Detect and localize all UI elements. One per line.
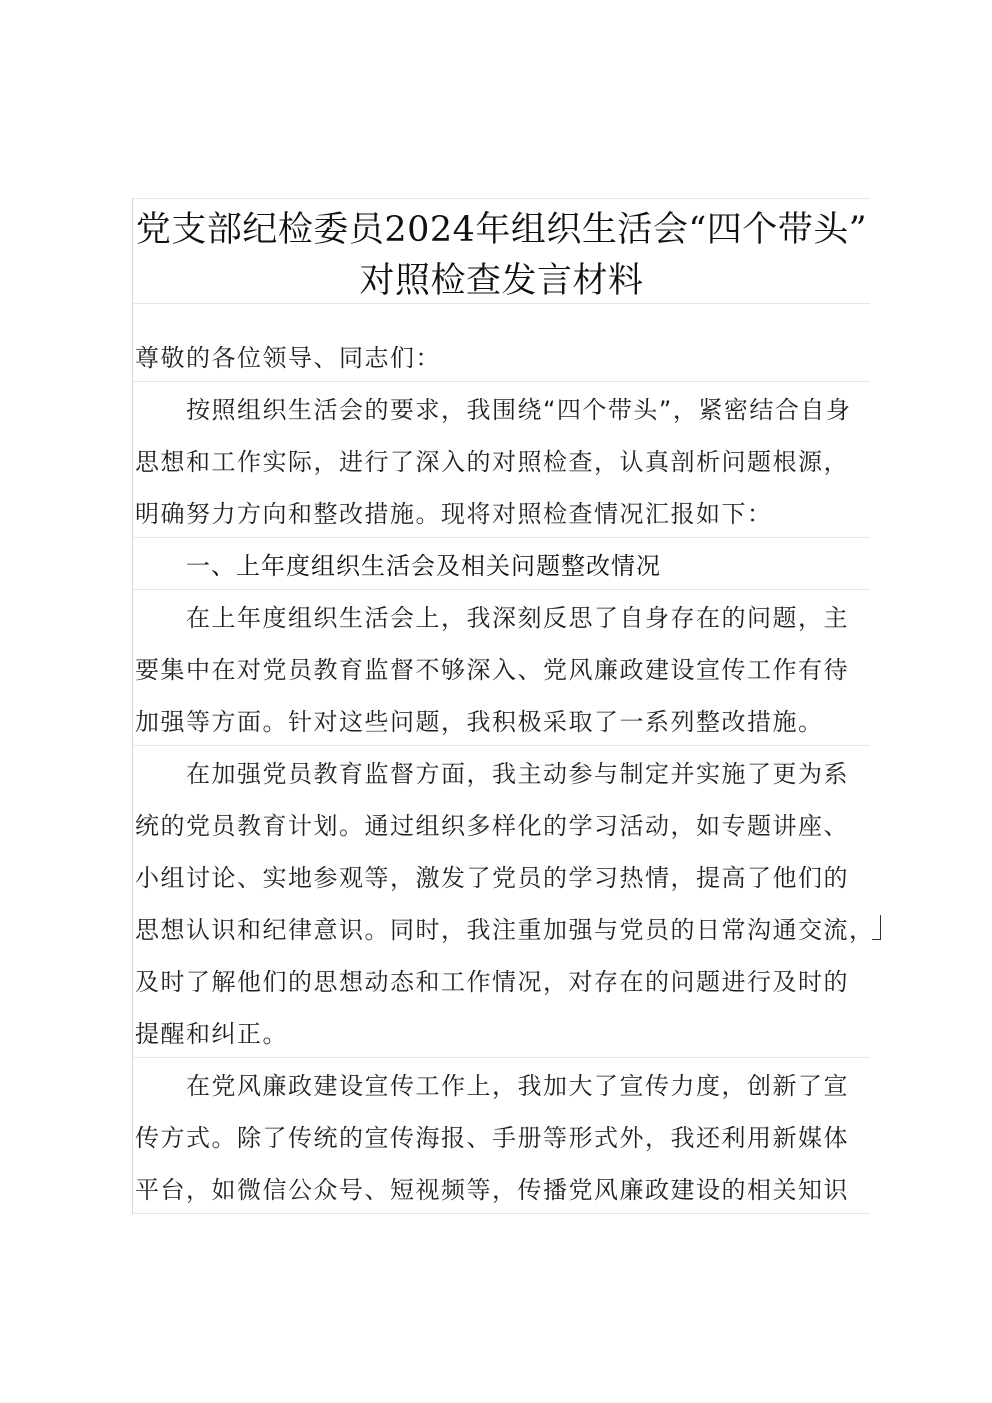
paragraph-line: 统的党员教育计划。通过组织多样化的学习活动，如专题讲座、: [135, 812, 849, 840]
row-divider: [133, 745, 870, 746]
cell-corner-mark: [872, 915, 881, 940]
row-divider: [133, 303, 870, 304]
row-divider: [133, 1057, 870, 1058]
paragraph-line: 及时了解他们的思想动态和工作情况，对存在的问题进行及时的: [135, 968, 849, 996]
paragraph-line: 思想认识和纪律意识。同时，我注重加强与党员的日常沟通交流，: [135, 916, 875, 944]
paragraph-line: 思想和工作实际，进行了深入的对照检查，认真剖析问题根源，: [135, 448, 849, 476]
section-heading: 一、上年度组织生活会及相关问题整改情况: [186, 552, 661, 580]
row-divider: [133, 198, 870, 199]
table-border-left: [132, 198, 133, 1214]
row-divider: [133, 381, 870, 382]
paragraph-line: 按照组织生活会的要求，我围绕“四个带头”，紧密结合自身: [186, 396, 852, 424]
paragraph-line: 加强等方面。针对这些问题，我积极采取了一系列整改措施。: [135, 708, 824, 736]
row-divider: [133, 589, 870, 590]
document-title-line-2: 对照检查发言材料: [359, 261, 644, 301]
paragraph-line: 在加强党员教育监督方面，我主动参与制定并实施了更为系: [186, 760, 849, 788]
row-divider: [133, 537, 870, 538]
paragraph-line: 提醒和纠正。: [135, 1020, 288, 1048]
greeting: 尊敬的各位领导、同志们：: [135, 344, 441, 372]
paragraph-line: 传方式。除了传统的宣传海报、手册等形式外，我还利用新媒体: [135, 1124, 849, 1152]
paragraph-line: 在党风廉政建设宣传工作上，我加大了宣传力度，创新了宣: [186, 1072, 849, 1100]
paragraph-line: 平台，如微信公众号、短视频等，传播党风廉政建设的相关知识: [135, 1176, 849, 1204]
paragraph-line: 要集中在对党员教育监督不够深入、党风廉政建设宣传工作有待: [135, 656, 849, 684]
paragraph-line: 在上年度组织生活会上，我深刻反思了自身存在的问题，主: [186, 604, 849, 632]
document-title-line-1: 党支部纪检委员2024年组织生活会“四个带头”: [135, 210, 868, 250]
paragraph-line: 明确努力方向和整改措施。现将对照检查情况汇报如下：: [135, 500, 773, 528]
row-divider: [133, 1213, 870, 1214]
paragraph-line: 小组讨论、实地参观等，激发了党员的学习热情，提高了他们的: [135, 864, 849, 892]
